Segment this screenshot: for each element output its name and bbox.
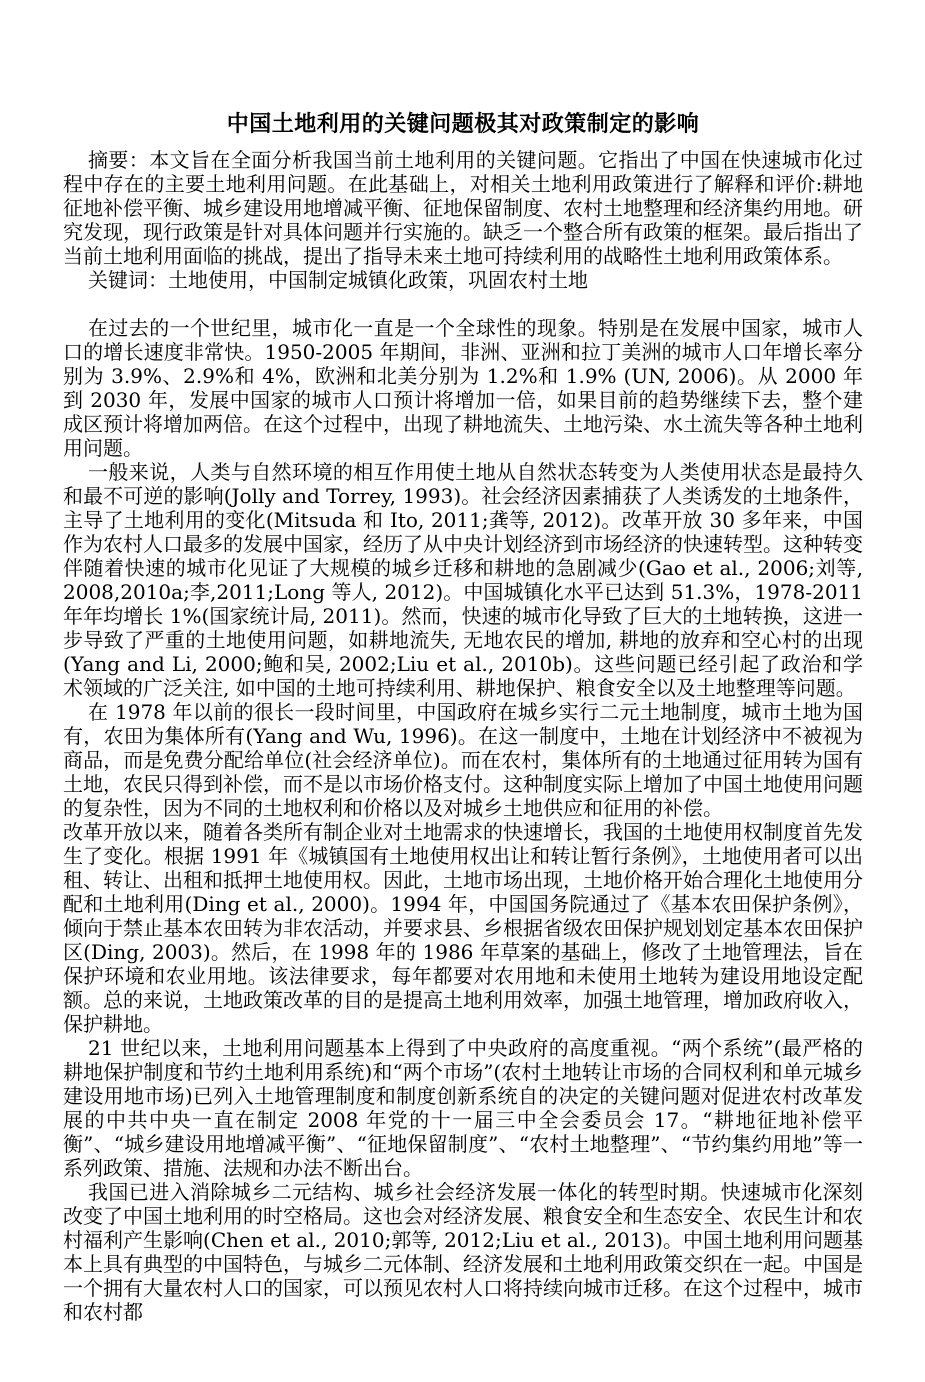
body-paragraph-land-transition: 一般来说，人类与自然环境的相互作用使土地从自然状态转变为人类使用状态是最持久和最不可逆的影响(Jolly and Torrey, 1993)。社会经济因素捕获了人类诱发的土地条件，主导了土地利用的变化(Mitsuda 和 Ito, 2011;龚等, 2012)。改革开放 30 多年来，中国作为农村人口最多的发展中国家，经历了从中央计划经济到市场经济的快速转型。这种转变伴随着快速的城市化见证了大规模的城乡迁移和耕地的急剧减少(Gao et al., 2006;刘等, 2008,2010a;李,2011;Long 等人, 2012)。中国城镇化水平已达到 51.3%，1978-2011 年年均增长 1%(国家统计局, 2011)。然而，快速的城市化导致了巨大的土地转换，这进一步导致了严重的土地使用问题，如耕地流失, 无地农民的增加, 耕地的放弃和空心村的出现(Yang and Li, 2000;鲍和吴, 2002;Liu et al., 2010b)。这些问题已经引起了政治和学术领域的广泛关注, 如中国的土地可持续利用、耕地保护、粮食安全以及土地整理等问题。 xyxy=(63,460,863,700)
body-paragraph-21st-century-policies: 21 世纪以来，土地利用问题基本上得到了中央政府的高度重视。“两个系统”(最严格的耕地保护制度和节约土地利用系统)和“两个市场”(农村土地转让市场的合同权利和单元城乡建设用地市场)已列入土地管理制度和制度创新系统自的决定的关键问题对促进农村改革发展的中共中央一直在制定 2008 年党的十一届三中全会委员会 17。“耕地征地补偿平衡”、“城乡建设用地增减平衡”、“征地保留制度”、“农村土地整理”、“节约集约用地”等一系列政策、措施、法规和办法不断出台。 xyxy=(63,1036,863,1180)
page-title: 中国土地利用的关键问题极其对政策制定的影响 xyxy=(226,112,700,137)
body-paragraph-transition-period: 我国已进入消除城乡二元结构、城乡社会经济发展一体化的转型时期。快速城市化深刻改变了中国土地利用的时空格局。这也会对经济发展、粮食安全和生态安全、农民生计和农村福利产生影响(Chen et al., 2010;郭等, 2012;Liu et al., 2013)。中国土地利用问题基本上具有典型的中国特色，与城乡二元体制、经济发展和土地利用政策交织在一起。中国是一个拥有大量农村人口的国家，可以预见农村人口将持续向城市迁移。在这个过程中，城市和农村都 xyxy=(63,1180,863,1324)
body-paragraph-reform-land-rights: 改革开放以来，随着各类所有制企业对土地需求的快速增长，我国的土地使用权制度首先发生了变化。根据 1991 年《城镇国有土地使用权出让和转让暂行条例》，土地使用者可以出租、转让、出租和抵押土地使用权。因此，土地市场出现，土地价格开始合理化土地使用分配和土地利用(Ding et al., 2000)。1994 年，中国国务院通过了《基本农田保护条例》，倾向于禁止基本农田转为非农活动，并要求县、乡根据省级农田保护规划划定基本农田保护区(Ding, 2003)。然后，在 1998 年的 1986 年草案的基础上，修改了土地管理法，旨在保护环境和农业用地。该法律要求，每年都要对农用地和未使用土地转为建设用地设定配额。总的来说，土地政策改革的目的是提高土地利用效率，加强土地管理，增加政府收入，保护耕地。 xyxy=(63,820,863,1036)
body-paragraph-dual-land-system: 在 1978 年以前的很长一段时间里，中国政府在城乡实行二元土地制度，城市土地为国有，农田为集体所有(Yang and Wu, 1996)。在这一制度中，土地在计划经济中不被视为商品，而是免费分配给单位(社会经济单位)。而在农村，集体所有的土地通过征用转为国有土地，农民只得到补偿，而不是以市场价格支付。这种制度实际上增加了中国土地使用问题的复杂性，因为不同的土地权利和价格以及对城乡土地供应和征用的补偿。 xyxy=(63,700,863,820)
abstract-paragraph: 摘要：本文旨在全面分析我国当前土地利用的关键问题。它指出了中国在快速城市化过程中存在的主要土地利用问题。在此基础上，对相关土地利用政策进行了解释和评价:耕地征地补偿平衡、城乡建设用地增减平衡、征地保留制度、农村土地整理和经济集约用地。研究发现，现行政策是针对具体问题并行实施的。缺乏一个整合所有政策的框架。最后指出了当前土地利用面临的挑战，提出了指导未来土地可持续利用的战略性土地利用政策体系。 xyxy=(63,148,863,268)
blank-line-spacer xyxy=(63,292,863,316)
body-paragraph-urbanization-global: 在过去的一个世纪里，城市化一直是一个全球性的现象。特别是在发展中国家，城市人口的增长速度非常快。1950-2005 年期间，非洲、亚洲和拉丁美洲的城市人口年增长率分别为 3.9%、2.9%和 4%，欧洲和北美分别为 1.2%和 1.9% (UN, 2006)。从 2000 年到 2030 年，发展中国家的城市人口预计将增加一倍，如果目前的趋势继续下去，整个建成区预计将增加两倍。在这个过程中，出现了耕地流失、土地污染、水土流失等各种土地利用问题。 xyxy=(63,316,863,460)
keywords-line: 关键词：土地使用，中国制定城镇化政策，巩固农村土地 xyxy=(88,268,588,292)
